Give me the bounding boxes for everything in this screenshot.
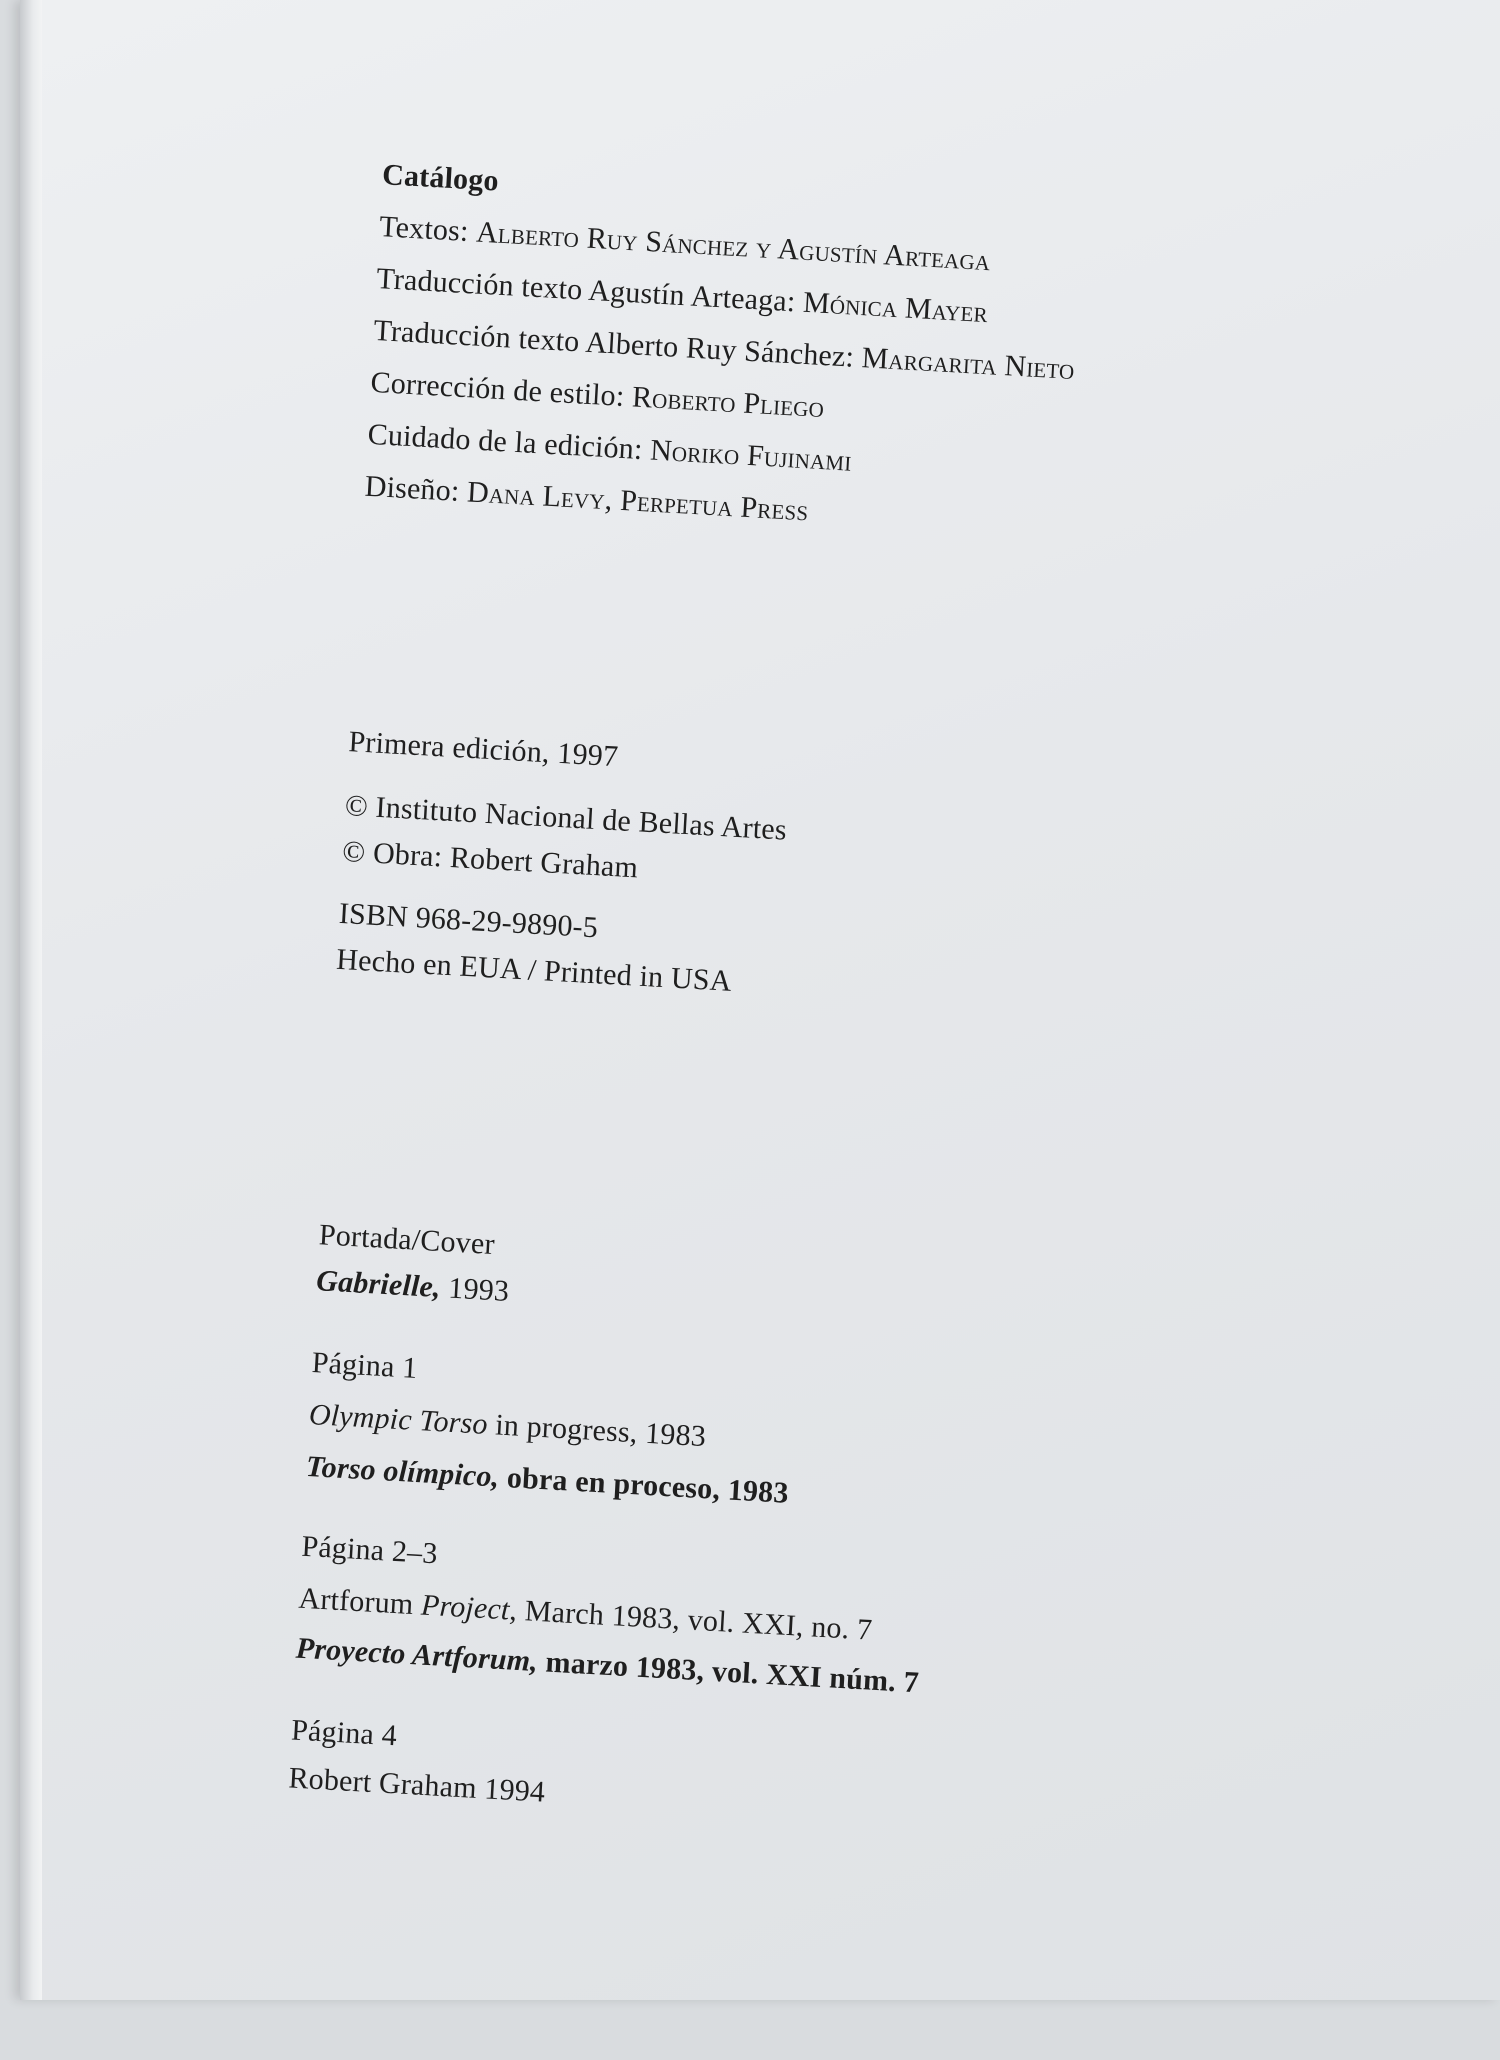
credit-translation-arteaga: Traducción texto Agustín Arteaga: Mónica Mayer <box>375 261 989 330</box>
copyright-artwork: © Obra: Robert Graham <box>341 834 639 885</box>
catalog-heading: Catálogo <box>381 158 500 198</box>
isbn: ISBN 968-29-9890-5 <box>338 896 599 945</box>
page1-caption-es: Torso olímpico, obra en proceso, 1983 <box>305 1449 790 1510</box>
page1-label: Página 1 <box>310 1346 419 1385</box>
credit-style-correction: Corrección de estilo: Roberto Pliego <box>369 365 826 425</box>
printed-in: Hecho en EUA / Printed in USA <box>335 942 733 998</box>
credit-translation-ruy-sanchez: Traducción texto Alberto Ruy Sánchez: Margarita Nieto <box>372 313 1076 387</box>
copyright-inba: © Instituto Nacional de Bellas Artes <box>344 789 788 847</box>
page4-caption: Robert Graham 1994 <box>287 1761 547 1809</box>
first-edition: Primera edición, 1997 <box>347 725 620 774</box>
page23-label: Página 2–3 <box>300 1529 439 1571</box>
credit-texts: Textos: Alberto Ruy Sánchez y Agustín Arteaga <box>378 210 992 278</box>
credit-edition-care: Cuidado de la edición: Noriko Fujinami <box>366 417 853 478</box>
page23-caption-es: Proyecto Artforum, marzo 1983, vol. XXI núm. 7 <box>294 1631 920 1700</box>
cover-caption: Gabrielle, 1993 <box>315 1264 511 1308</box>
page1-caption-en: Olympic Torso in progress, 1983 <box>308 1397 707 1454</box>
cover-label: Portada/Cover <box>318 1218 496 1262</box>
page23-caption-en: Artforum Project, March 1983, vol. XXI, no. 7 <box>297 1581 874 1647</box>
page4-label: Página 4 <box>290 1713 398 1753</box>
credit-design: Diseño: Dana Levy, Perpetua Press <box>363 469 810 528</box>
